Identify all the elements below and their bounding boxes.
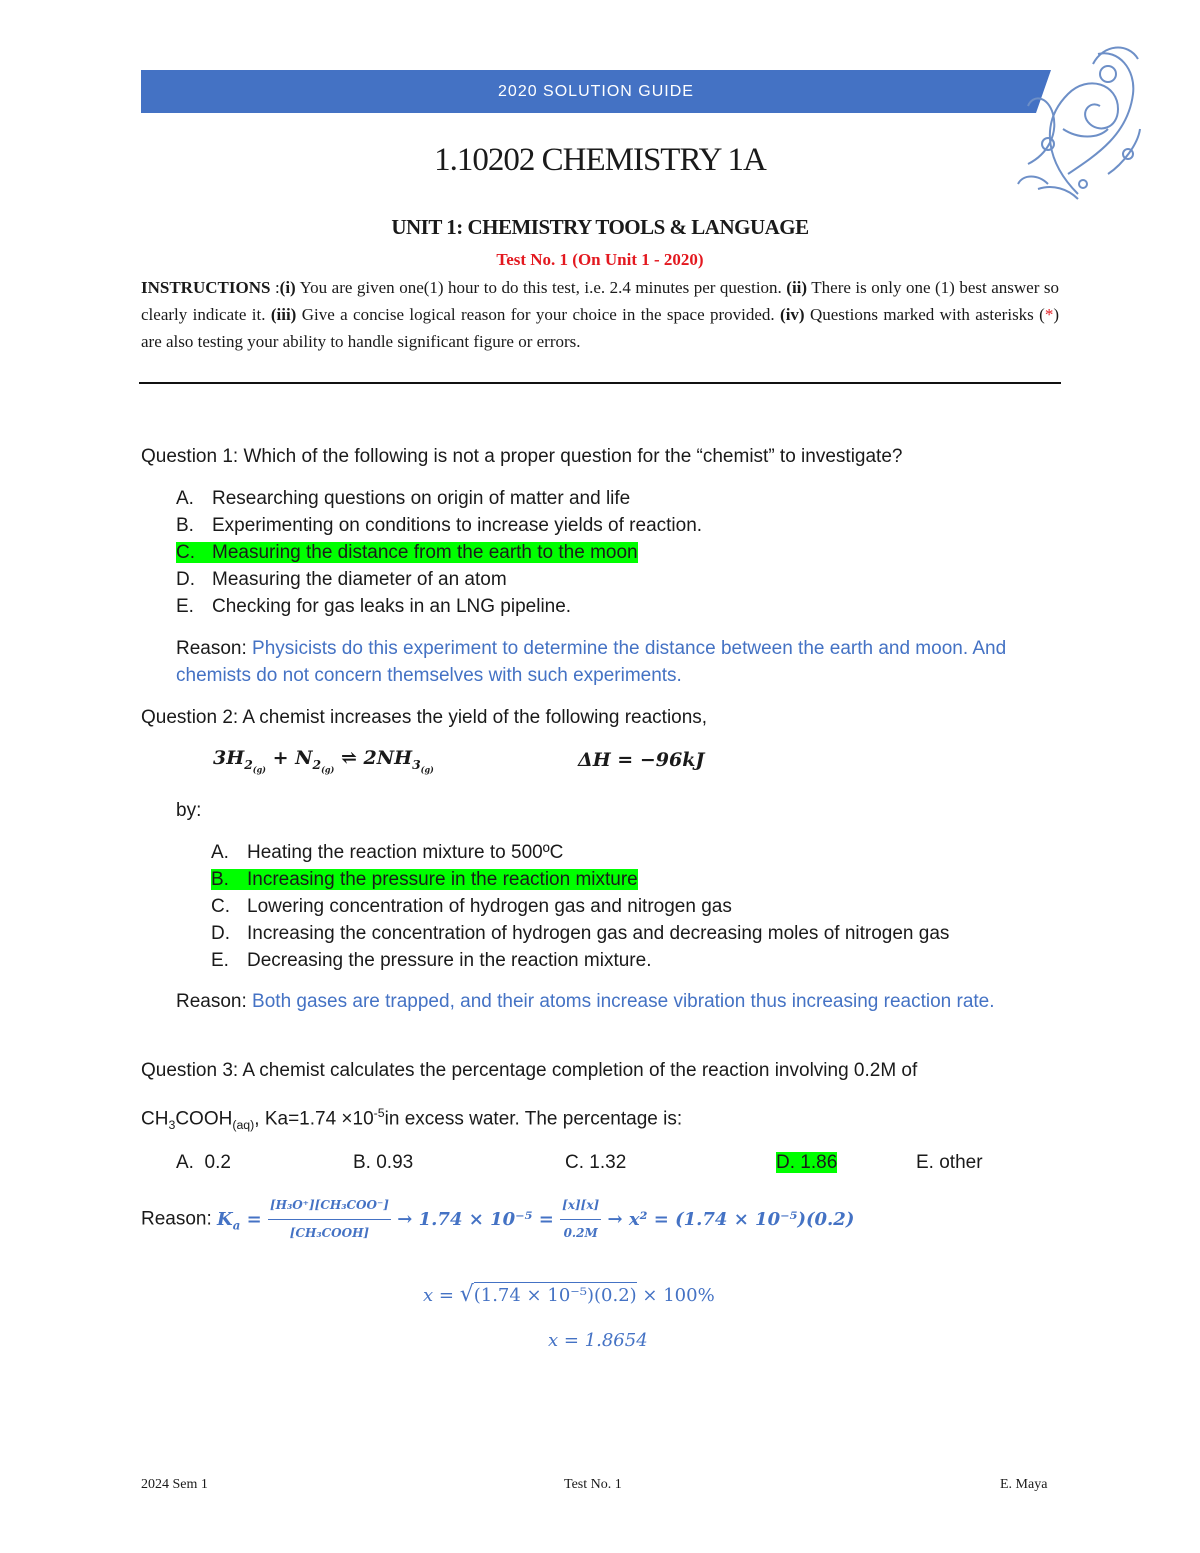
q3-option-e [916, 1149, 983, 1176]
footer-semester: 2024 Sem 1 [141, 1477, 208, 1492]
option-letter: B. [353, 1152, 371, 1173]
q2-option-b-answer [211, 866, 638, 893]
eq-nh: NH [376, 747, 413, 769]
ka-sub: a [232, 1218, 241, 1233]
result-x: x = 1.8654 [548, 1330, 648, 1351]
option-text: 1.86 [800, 1152, 838, 1173]
ka-numeric: 1.74 × 10⁻⁵ = [418, 1208, 554, 1230]
sqrt-rhs: × 100% [642, 1285, 715, 1306]
instructions [141, 274, 1059, 355]
reason-label: Reason: [141, 1208, 218, 1230]
q2-option-c [211, 893, 732, 920]
option-text: 0.93 [376, 1152, 414, 1173]
eq-sub: 2 [244, 756, 253, 772]
test-title: Test No. 1 (On Unit 1 - 2020) [496, 250, 704, 269]
q2-reason [176, 988, 1066, 1015]
q3-option-a [176, 1149, 231, 1176]
eq-state: (g) [420, 764, 434, 775]
option-text: Increasing the pressure in the reaction mixture [247, 869, 638, 890]
fraction-denominator: [CH₃COOH] [289, 1226, 370, 1240]
question-2-text: Question 2: A chemist increases the yield of the following reactions, [141, 707, 708, 728]
instruction-marker-iv: (iv) [780, 305, 805, 324]
option-letter: D. [176, 569, 195, 590]
q1-option-c-answer [176, 539, 638, 566]
q2-option-d [211, 920, 949, 947]
q2-by-label: by: [176, 800, 202, 821]
question-3-tail: in excess water. The percentage is: [384, 1108, 683, 1130]
option-text: Decreasing the pressure in the reaction mixture. [247, 950, 652, 971]
instruction-iv-text-a: Questions marked with asterisks ( [804, 305, 1045, 324]
option-letter: C. [211, 896, 230, 917]
option-text: Experimenting on conditions to increase yields of reaction. [212, 515, 703, 536]
ka-symbol: K [217, 1208, 233, 1230]
footer-author: E. Maya [1000, 1477, 1048, 1492]
q1-option-e [176, 593, 571, 620]
reason-label: Reason: [176, 638, 253, 659]
unit-title: UNIT 1: CHEMISTRY TOOLS & LANGUAGE [391, 215, 809, 239]
fraction-numerator: [H₃O⁺][CH₃COO⁻] [268, 1192, 391, 1220]
option-letter: A. [211, 842, 229, 863]
q1-reason [176, 635, 1066, 689]
instruction-marker-i: (i) [279, 278, 296, 297]
q2-option-e [211, 947, 651, 974]
option-letter: E. [211, 950, 229, 971]
option-letter: A. [176, 1152, 194, 1173]
sqrt-radical-icon: √ [459, 1282, 474, 1307]
option-text: Heating the reaction mixture to 500ºC [247, 842, 564, 863]
course-title: 1.10202 CHEMISTRY 1A [434, 142, 766, 178]
ka-value: , Ka=1.74 ×10 [254, 1108, 374, 1130]
equilibrium-arrow-icon: ⇌ [340, 747, 357, 769]
option-text: Checking for gas leaks in an LNG pipeline. [212, 596, 572, 617]
formula-sub: 3 [168, 1118, 176, 1133]
eq-state: (g) [321, 764, 335, 775]
eq-coef: 3 [213, 747, 227, 769]
sqrt-equation [423, 1282, 715, 1307]
option-letter: B. [176, 515, 194, 536]
equals-sign: = [246, 1208, 262, 1230]
reason-text: Physicists do this experiment to determine the distance between the earth and moon. And chemists do not concern themselves with such experiments. [176, 638, 1007, 686]
option-letter: D. [211, 923, 230, 944]
fraction-denominator: 0.2M [563, 1226, 598, 1240]
q1-option-b [176, 512, 702, 539]
question-1-text: Question 1: Which of the following is not a proper question for the “chemist” to investigate? [141, 446, 903, 467]
q3-option-c [565, 1149, 626, 1176]
formula-state: (aq) [232, 1118, 255, 1133]
instruction-marker-ii: (ii) [786, 278, 808, 297]
arrow-icon: → [607, 1208, 623, 1230]
arrow-icon: → [397, 1208, 413, 1230]
option-letter: C. [176, 542, 195, 563]
q2-enthalpy: ΔH = −96kJ [578, 749, 705, 771]
instructions-label: INSTRUCTIONS [141, 278, 271, 297]
q1-option-a [176, 485, 630, 512]
footer-test-number: Test No. 1 [564, 1477, 622, 1492]
eq-h: H [226, 747, 245, 769]
banner-title: 2020 SOLUTION GUIDE [498, 83, 694, 100]
eq-plus: + [272, 747, 289, 769]
option-letter: D. [776, 1152, 795, 1173]
eq-sub: 3 [412, 756, 421, 772]
option-letter: B. [211, 869, 229, 890]
instructions-colon: : [270, 278, 280, 297]
option-letter: C. [565, 1152, 584, 1173]
option-text: Lowering concentration of hydrogen gas and nitrogen gas [247, 896, 732, 917]
instruction-iii-text: Give a concise logical reason for your choice in the space provided. [296, 305, 781, 324]
option-text: 1.32 [589, 1152, 627, 1173]
option-text: Measuring the diameter of an atom [212, 569, 507, 590]
q3-option-d-answer [776, 1149, 837, 1176]
asterisk-symbol: * [1044, 305, 1054, 324]
q2-option-a [211, 839, 563, 866]
q3-reason [141, 1192, 854, 1247]
fraction-numerator: [x][x] [560, 1192, 601, 1220]
option-text: other [939, 1152, 983, 1173]
reason-label: Reason: [176, 991, 253, 1012]
reason-text: Both gases are trapped, and their atoms increase vibration thus increasing reaction rate. [252, 991, 995, 1012]
option-letter: E. [176, 596, 194, 617]
instruction-ii-text: There is only one (1) best answer so clearly indicate it. [141, 278, 1059, 324]
option-text: 0.2 [204, 1152, 231, 1173]
formula-cooh: COOH [175, 1108, 233, 1130]
question-3-text: Question 3: A chemist calculates the percentage completion of the reaction involving 0.2M of [141, 1060, 918, 1081]
option-text: Researching questions on origin of matter and life [212, 488, 631, 509]
instruction-marker-iii: (iii) [270, 305, 297, 324]
q2-equation [213, 747, 434, 774]
q1-option-d [176, 566, 507, 593]
eq-n: N [295, 747, 313, 769]
header-divider [139, 382, 1061, 384]
option-letter: A. [176, 488, 194, 509]
question-3-line2 [141, 1100, 682, 1139]
ka-exponent: -5 [373, 1106, 385, 1120]
sqrt-body: (1.74 × 10⁻⁵)(0.2) [474, 1282, 637, 1306]
option-letter: E. [916, 1152, 934, 1173]
x-squared-expression: x² = (1.74 × 10⁻⁵)(0.2) [628, 1208, 855, 1230]
instruction-i-text: You are given one(1) hour to do this test, i.e. 2.4 minutes per question. [295, 278, 787, 297]
instruction-iv-text-b: ) are also testing your ability to handle significant figure or errors. [141, 305, 1059, 351]
sqrt-lhs: x = [423, 1285, 454, 1306]
option-text: Increasing the concentration of hydrogen gas and decreasing moles of nitrogen gas [247, 923, 950, 944]
eq-sub: 2 [312, 756, 322, 772]
option-text: Measuring the distance from the earth to the moon [212, 542, 638, 563]
eq-coef: 2 [363, 747, 377, 769]
eq-state: (g) [252, 764, 266, 775]
formula-ch: CH [141, 1108, 169, 1130]
q3-option-b [353, 1149, 413, 1176]
